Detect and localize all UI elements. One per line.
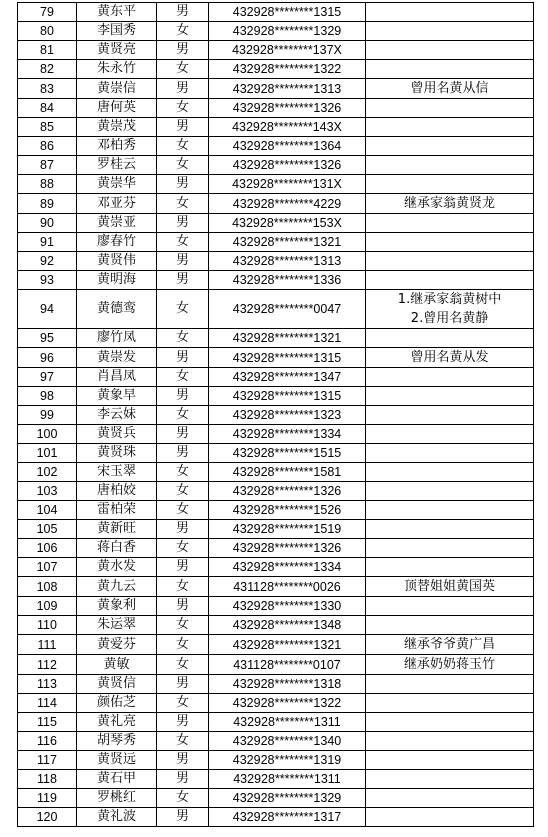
row-gender: 女	[157, 329, 209, 348]
row-id-number: 432928********1347	[209, 368, 366, 387]
row-gender: 女	[157, 789, 209, 808]
table-row	[18, 99, 534, 118]
row-gender: 女	[157, 368, 209, 387]
row-name: 黄贤远	[77, 751, 157, 770]
table-row	[18, 118, 534, 137]
row-gender: 男	[157, 713, 209, 732]
row-remark	[366, 329, 534, 348]
row-name: 黄贤兵	[77, 425, 157, 444]
row-id-number: 432928********1326	[209, 99, 366, 118]
row-remark	[366, 751, 534, 770]
table-row	[18, 635, 534, 655]
row-gender: 男	[157, 520, 209, 539]
remark-line: 继承奶奶蒋玉竹	[403, 657, 495, 672]
row-name: 唐何英	[77, 99, 157, 118]
row-gender: 男	[157, 425, 209, 444]
row-remark	[366, 60, 534, 79]
table-row	[18, 41, 534, 60]
row-number: 119	[18, 789, 77, 808]
row-gender: 女	[157, 501, 209, 520]
row-name: 黄崇发	[77, 348, 157, 368]
row-remark	[366, 713, 534, 732]
row-number: 96	[18, 348, 77, 368]
row-number: 120	[18, 808, 77, 827]
row-name: 宋玉翠	[77, 463, 157, 482]
row-name: 黄贤信	[77, 675, 157, 694]
row-gender: 男	[157, 252, 209, 271]
row-name: 颜佑芝	[77, 694, 157, 713]
row-name: 李国秀	[77, 22, 157, 41]
row-remark	[366, 79, 534, 99]
row-gender: 女	[157, 655, 209, 675]
row-gender: 女	[157, 539, 209, 558]
row-remark	[366, 175, 534, 194]
table-row	[18, 808, 534, 827]
row-remark	[366, 577, 534, 597]
row-number: 109	[18, 597, 77, 616]
row-id-number: 432928********1326	[209, 539, 366, 558]
row-number: 115	[18, 713, 77, 732]
row-number: 94	[18, 290, 77, 329]
table-row	[18, 252, 534, 271]
row-id-number: 432928********1315	[209, 348, 366, 368]
table-row	[18, 214, 534, 233]
row-gender: 男	[157, 387, 209, 406]
row-name: 黄崇信	[77, 79, 157, 99]
row-number: 87	[18, 156, 77, 175]
row-gender: 男	[157, 214, 209, 233]
table-row	[18, 233, 534, 252]
row-id-number: 432928********1515	[209, 444, 366, 463]
row-remark	[366, 635, 534, 655]
row-name: 黄东平	[77, 3, 157, 22]
table-row	[18, 406, 534, 425]
row-number: 84	[18, 99, 77, 118]
row-remark	[366, 675, 534, 694]
table-row	[18, 156, 534, 175]
row-name: 黄明海	[77, 271, 157, 290]
row-remark	[366, 482, 534, 501]
row-gender: 女	[157, 616, 209, 635]
remark-line: 曾用名黄从信	[410, 81, 489, 96]
row-id-number: 432928********1364	[209, 137, 366, 156]
row-name: 朱运翠	[77, 616, 157, 635]
row-id-number: 432928********1326	[209, 482, 366, 501]
row-name: 黄贤伟	[77, 252, 157, 271]
row-remark	[366, 368, 534, 387]
row-remark	[366, 444, 534, 463]
row-number: 88	[18, 175, 77, 194]
row-remark	[366, 501, 534, 520]
row-id-number: 432928********1311	[209, 770, 366, 789]
row-name: 黄德鸾	[77, 290, 157, 329]
row-number: 91	[18, 233, 77, 252]
row-number: 104	[18, 501, 77, 520]
table-row	[18, 558, 534, 577]
row-number: 117	[18, 751, 77, 770]
row-remark	[366, 137, 534, 156]
row-id-number: 432928********1581	[209, 463, 366, 482]
row-number: 102	[18, 463, 77, 482]
table-row	[18, 137, 534, 156]
row-id-number: 432928********1319	[209, 751, 366, 770]
row-remark	[366, 520, 534, 539]
row-gender: 男	[157, 118, 209, 137]
row-name: 黄象早	[77, 387, 157, 406]
row-number: 93	[18, 271, 77, 290]
row-remark	[366, 387, 534, 406]
row-gender: 男	[157, 808, 209, 827]
row-id-number: 432928********1329	[209, 789, 366, 808]
table-row	[18, 348, 534, 368]
row-remark	[366, 214, 534, 233]
row-id-number: 432928********1317	[209, 808, 366, 827]
row-number: 116	[18, 732, 77, 751]
row-id-number: 432928********1315	[209, 3, 366, 22]
row-name: 李云妹	[77, 406, 157, 425]
row-remark	[366, 233, 534, 252]
row-gender: 男	[157, 348, 209, 368]
row-gender: 男	[157, 3, 209, 22]
row-name: 罗桂云	[77, 156, 157, 175]
row-number: 90	[18, 214, 77, 233]
row-name: 蒋白香	[77, 539, 157, 558]
row-number: 79	[18, 3, 77, 22]
row-remark	[366, 22, 534, 41]
row-number: 85	[18, 118, 77, 137]
table-row	[18, 520, 534, 539]
row-id-number: 432928********1519	[209, 520, 366, 539]
row-gender: 女	[157, 156, 209, 175]
row-number: 83	[18, 79, 77, 99]
table-row	[18, 194, 534, 214]
table-row	[18, 577, 534, 597]
row-id-number: 431128********0107	[209, 655, 366, 675]
row-id-number: 432928********1330	[209, 597, 366, 616]
row-number: 107	[18, 558, 77, 577]
row-remark	[366, 271, 534, 290]
row-id-number: 432928********1323	[209, 406, 366, 425]
table-row	[18, 387, 534, 406]
row-number: 110	[18, 616, 77, 635]
row-gender: 男	[157, 558, 209, 577]
row-gender: 女	[157, 463, 209, 482]
row-name: 雷柏荣	[77, 501, 157, 520]
table-row	[18, 3, 534, 22]
row-name: 黄九云	[77, 577, 157, 597]
table-row	[18, 79, 534, 99]
row-number: 98	[18, 387, 77, 406]
row-gender: 女	[157, 99, 209, 118]
table-row	[18, 271, 534, 290]
row-name: 朱永竹	[77, 60, 157, 79]
remark-line: 继承爷爷黄广昌	[403, 637, 495, 652]
row-id-number: 432928********1321	[209, 329, 366, 348]
row-name: 黄崇华	[77, 175, 157, 194]
row-name: 罗桃红	[77, 789, 157, 808]
row-remark	[366, 463, 534, 482]
row-id-number: 432928********1329	[209, 22, 366, 41]
row-number: 101	[18, 444, 77, 463]
row-gender: 女	[157, 406, 209, 425]
table-row	[18, 175, 534, 194]
row-number: 89	[18, 194, 77, 214]
row-id-number: 432928********1315	[209, 387, 366, 406]
row-name: 黄贤珠	[77, 444, 157, 463]
row-remark	[366, 41, 534, 60]
row-name: 肖昌凤	[77, 368, 157, 387]
row-remark	[366, 290, 534, 329]
row-id-number: 432928********1526	[209, 501, 366, 520]
row-id-number: 431128********0026	[209, 577, 366, 597]
table-row	[18, 751, 534, 770]
row-number: 86	[18, 137, 77, 156]
row-gender: 女	[157, 732, 209, 751]
row-gender: 女	[157, 482, 209, 501]
row-id-number: 432928********4229	[209, 194, 366, 214]
row-remark	[366, 694, 534, 713]
row-gender: 男	[157, 770, 209, 789]
table-row	[18, 501, 534, 520]
table-row	[18, 597, 534, 616]
row-number: 95	[18, 329, 77, 348]
row-id-number: 432928********1340	[209, 732, 366, 751]
row-gender: 男	[157, 41, 209, 60]
row-name: 黄崇茂	[77, 118, 157, 137]
table-row	[18, 675, 534, 694]
row-id-number: 432928********1321	[209, 233, 366, 252]
member-table-body	[18, 3, 534, 827]
table-row	[18, 482, 534, 501]
row-gender: 男	[157, 444, 209, 463]
row-id-number: 432928********1311	[209, 713, 366, 732]
row-number: 82	[18, 60, 77, 79]
row-number: 103	[18, 482, 77, 501]
row-remark	[366, 156, 534, 175]
table-row	[18, 60, 534, 79]
row-remark	[366, 808, 534, 827]
row-gender: 女	[157, 635, 209, 655]
row-number: 105	[18, 520, 77, 539]
row-id-number: 432928********1321	[209, 635, 366, 655]
remark-line: 曾用名黄从发	[410, 350, 489, 365]
table-row	[18, 789, 534, 808]
row-gender: 女	[157, 577, 209, 597]
row-remark	[366, 616, 534, 635]
row-remark	[366, 406, 534, 425]
row-id-number: 432928********1334	[209, 558, 366, 577]
row-remark	[366, 425, 534, 444]
row-name: 黄象利	[77, 597, 157, 616]
row-gender: 女	[157, 694, 209, 713]
row-name: 廖竹凤	[77, 329, 157, 348]
row-number: 100	[18, 425, 77, 444]
table-row	[18, 770, 534, 789]
row-id-number: 432928********143X	[209, 118, 366, 137]
row-remark	[366, 99, 534, 118]
row-remark	[366, 3, 534, 22]
row-name: 邓柏秀	[77, 137, 157, 156]
row-id-number: 432928********1313	[209, 79, 366, 99]
row-name: 黄贤亮	[77, 41, 157, 60]
row-gender: 男	[157, 79, 209, 99]
row-id-number: 432928********153X	[209, 214, 366, 233]
remark-line: 1.继承家翁黄树中	[397, 292, 502, 307]
remark-line: 继承家翁黄贤龙	[403, 196, 495, 211]
row-number: 112	[18, 655, 77, 675]
row-id-number: 432928********1348	[209, 616, 366, 635]
row-name: 黄爱芬	[77, 635, 157, 655]
row-gender: 女	[157, 233, 209, 252]
row-id-number: 432928********1334	[209, 425, 366, 444]
row-remark	[366, 597, 534, 616]
table-row	[18, 329, 534, 348]
row-remark	[366, 118, 534, 137]
row-number: 80	[18, 22, 77, 41]
row-name: 黄礼亮	[77, 713, 157, 732]
row-id-number: 432928********131X	[209, 175, 366, 194]
table-row	[18, 22, 534, 41]
row-gender: 男	[157, 597, 209, 616]
row-remark	[366, 348, 534, 368]
row-id-number: 432928********1322	[209, 60, 366, 79]
row-number: 99	[18, 406, 77, 425]
row-remark	[366, 655, 534, 675]
row-name: 黄崇亚	[77, 214, 157, 233]
row-id-number: 432928********1318	[209, 675, 366, 694]
row-name: 邓亚芬	[77, 194, 157, 214]
row-name: 黄新旺	[77, 520, 157, 539]
row-gender: 女	[157, 22, 209, 41]
row-name: 廖春竹	[77, 233, 157, 252]
row-remark	[366, 770, 534, 789]
row-remark	[366, 558, 534, 577]
row-number: 111	[18, 635, 77, 655]
table-row	[18, 444, 534, 463]
row-name: 胡琴秀	[77, 732, 157, 751]
row-gender: 女	[157, 137, 209, 156]
table-row	[18, 463, 534, 482]
table-row	[18, 732, 534, 751]
row-gender: 男	[157, 175, 209, 194]
table-row	[18, 425, 534, 444]
table-row	[18, 655, 534, 675]
remark-line: 2.曾用名黄静	[410, 311, 489, 326]
row-name: 黄敏	[77, 655, 157, 675]
row-number: 97	[18, 368, 77, 387]
row-number: 114	[18, 694, 77, 713]
row-gender: 男	[157, 271, 209, 290]
row-gender: 男	[157, 675, 209, 694]
row-id-number: 432928********0047	[209, 290, 366, 329]
row-remark	[366, 539, 534, 558]
row-gender: 女	[157, 290, 209, 329]
member-table	[17, 2, 534, 827]
row-id-number: 432928********1336	[209, 271, 366, 290]
row-remark	[366, 252, 534, 271]
row-id-number: 432928********1313	[209, 252, 366, 271]
row-number: 106	[18, 539, 77, 558]
table-row	[18, 713, 534, 732]
row-remark	[366, 732, 534, 751]
table-row	[18, 694, 534, 713]
row-number: 113	[18, 675, 77, 694]
row-id-number: 432928********137X	[209, 41, 366, 60]
table-row	[18, 290, 534, 329]
row-name: 黄石甲	[77, 770, 157, 789]
row-gender: 男	[157, 751, 209, 770]
row-name: 唐柏姣	[77, 482, 157, 501]
row-number: 92	[18, 252, 77, 271]
table-row	[18, 616, 534, 635]
row-number: 81	[18, 41, 77, 60]
row-number: 118	[18, 770, 77, 789]
row-name: 黄礼波	[77, 808, 157, 827]
row-remark	[366, 789, 534, 808]
table-row	[18, 539, 534, 558]
row-gender: 女	[157, 194, 209, 214]
row-id-number: 432928********1326	[209, 156, 366, 175]
remark-line: 顶替姐姐黄国英	[403, 579, 495, 594]
row-remark	[366, 194, 534, 214]
table-row	[18, 368, 534, 387]
row-number: 108	[18, 577, 77, 597]
row-id-number: 432928********1322	[209, 694, 366, 713]
row-gender: 女	[157, 60, 209, 79]
row-name: 黄水发	[77, 558, 157, 577]
